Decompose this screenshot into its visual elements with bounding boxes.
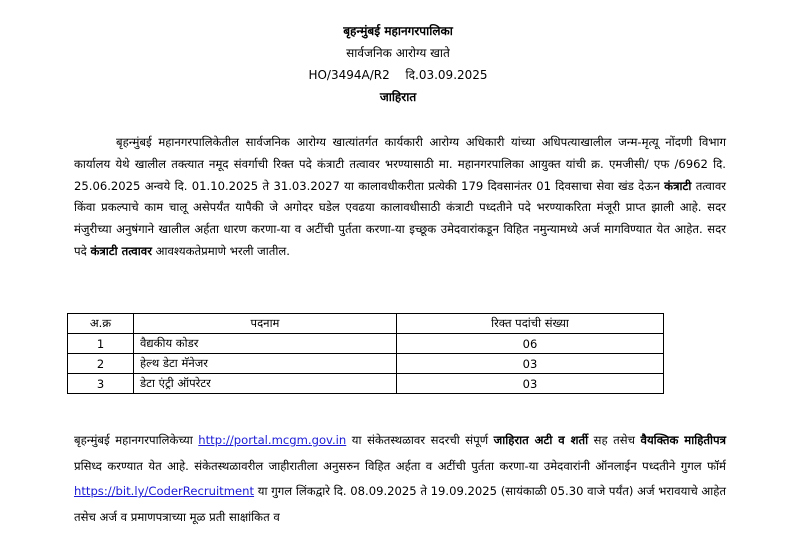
row-serial: 3: [68, 374, 134, 394]
vacancy-table: [67, 313, 664, 394]
row-count: 03: [397, 354, 664, 374]
row-post: डेटा एंट्री ऑपरेटर: [134, 374, 397, 394]
intro-text-3: आवश्यकतेप्रमाणे भरली जातील.: [155, 243, 290, 258]
notice-heading: जाहिरात: [379, 90, 417, 104]
table-row: [68, 354, 664, 374]
portal-link[interactable]: http://portal.mcgm.gov.in: [198, 433, 347, 447]
table-row: [68, 374, 664, 394]
row-serial: 1: [68, 334, 134, 354]
intro-bold-contract: कंत्राटी: [664, 178, 692, 193]
table-row: [68, 334, 664, 354]
apply-bold-personal-info: वैयक्तिक माहितीपत्र: [640, 433, 726, 447]
reference-number: HO/3494A/R2: [308, 68, 390, 82]
row-post: वैद्यकीय कोडर: [134, 334, 397, 354]
apply-text-5: या गुगल लिंकद्वारे दि. 08.09.2025 ते 19.09.2025 (सायंकाळी 05.30 वाजे पर्यंत) अर्ज भरावयाचे आहेत तसेच अर्ज व प्रमाणपत्राच्या मूळ प्रती साक्षांकित व: [74, 484, 726, 524]
notice-date: दि.03.09.2025: [405, 68, 488, 82]
header-serial: अ.क्र: [68, 314, 134, 334]
apply-text-4: प्रसिध्द करण्यात येत आहे. संकेतस्थळावरील जाहीरातीला अनुसरुन विहित अर्हता व अटींची पुर्तता करणा-या उमेदवारांनी ऑनलाईन पध्दतीने गुगल फॉर्म: [74, 458, 726, 473]
apply-text-3: सह तसेच: [593, 433, 635, 447]
reference-line: [0, 66, 796, 83]
table-header-row: [68, 314, 664, 334]
intro-text-2: तत्वावर किंवा प्रकल्पाचे काम चालू असेपर्यंत यापैकी जे अगोदर घडेल एवढया कालावधीसाठी कंत्राटी पध्दतीने पदे भरण्याकरिता मंजूरी प्राप्त झाली आहे. सदर मंजुरीच्या अनुषंगाने खालील अर्हता धारण करणा-या व अटींची पुर्तता करणा-या इच्छूक उमेदवारांकडून विहित नमुन्यामध्ये अर्ज मागविण्यात येत आहेत. सदर पदे: [74, 178, 727, 258]
header-count: रिक्त पदांची संख्या: [397, 314, 664, 334]
row-post: हेल्थ डेटा मॅनेजर: [134, 354, 397, 374]
application-paragraph: [74, 428, 726, 530]
apply-text-2: या संकेतस्थळावर सदरची संपूर्ण: [351, 433, 489, 447]
row-count: 06: [397, 334, 664, 354]
header-post: पदनाम: [134, 314, 397, 334]
apply-bold-terms: जाहिरात अटी व शर्ती: [493, 433, 589, 447]
org-title: बृहन्मुंबई महानगरपालिका: [343, 24, 453, 38]
intro-bold-contract-basis: कंत्राटी तत्वावर: [90, 243, 152, 258]
intro-paragraph: [74, 132, 726, 263]
department-name: सार्वजनिक आरोग्य खाते: [346, 46, 450, 60]
intro-text-1: बृहन्मुंबई महानगरपालिकेतील सार्वजनिक आरोग्य खात्यांतर्गत कार्यकारी आरोग्य अधिकारी यांच्या अधिपत्याखालील जन्म-मृत्यू नोंदणी विभाग कार्यालय येथे खालील तक्त्यात नमूद संवर्गाची रिक्त पदे कंत्राटी तत्वावर भरण्यासाठी मा. महानगरपालिका आयुक्त यांची क्र. एमजीसी/ एफ /6962 दि. 25.06.2025 अन्वये दि. 01.10.2025 ते 31.03.2027 या कालावधीकरीता प्रत्येकी 179 दिवसानंतर 01 दिवसाचा सेवा खंड देऊन: [74, 135, 726, 193]
google-form-link[interactable]: https://bit.ly/CoderRecruitment: [74, 484, 255, 499]
row-count: 03: [397, 374, 664, 394]
row-serial: 2: [68, 354, 134, 374]
apply-text-1: बृहन्मुंबई महानगरपालिकेच्या: [74, 433, 193, 447]
